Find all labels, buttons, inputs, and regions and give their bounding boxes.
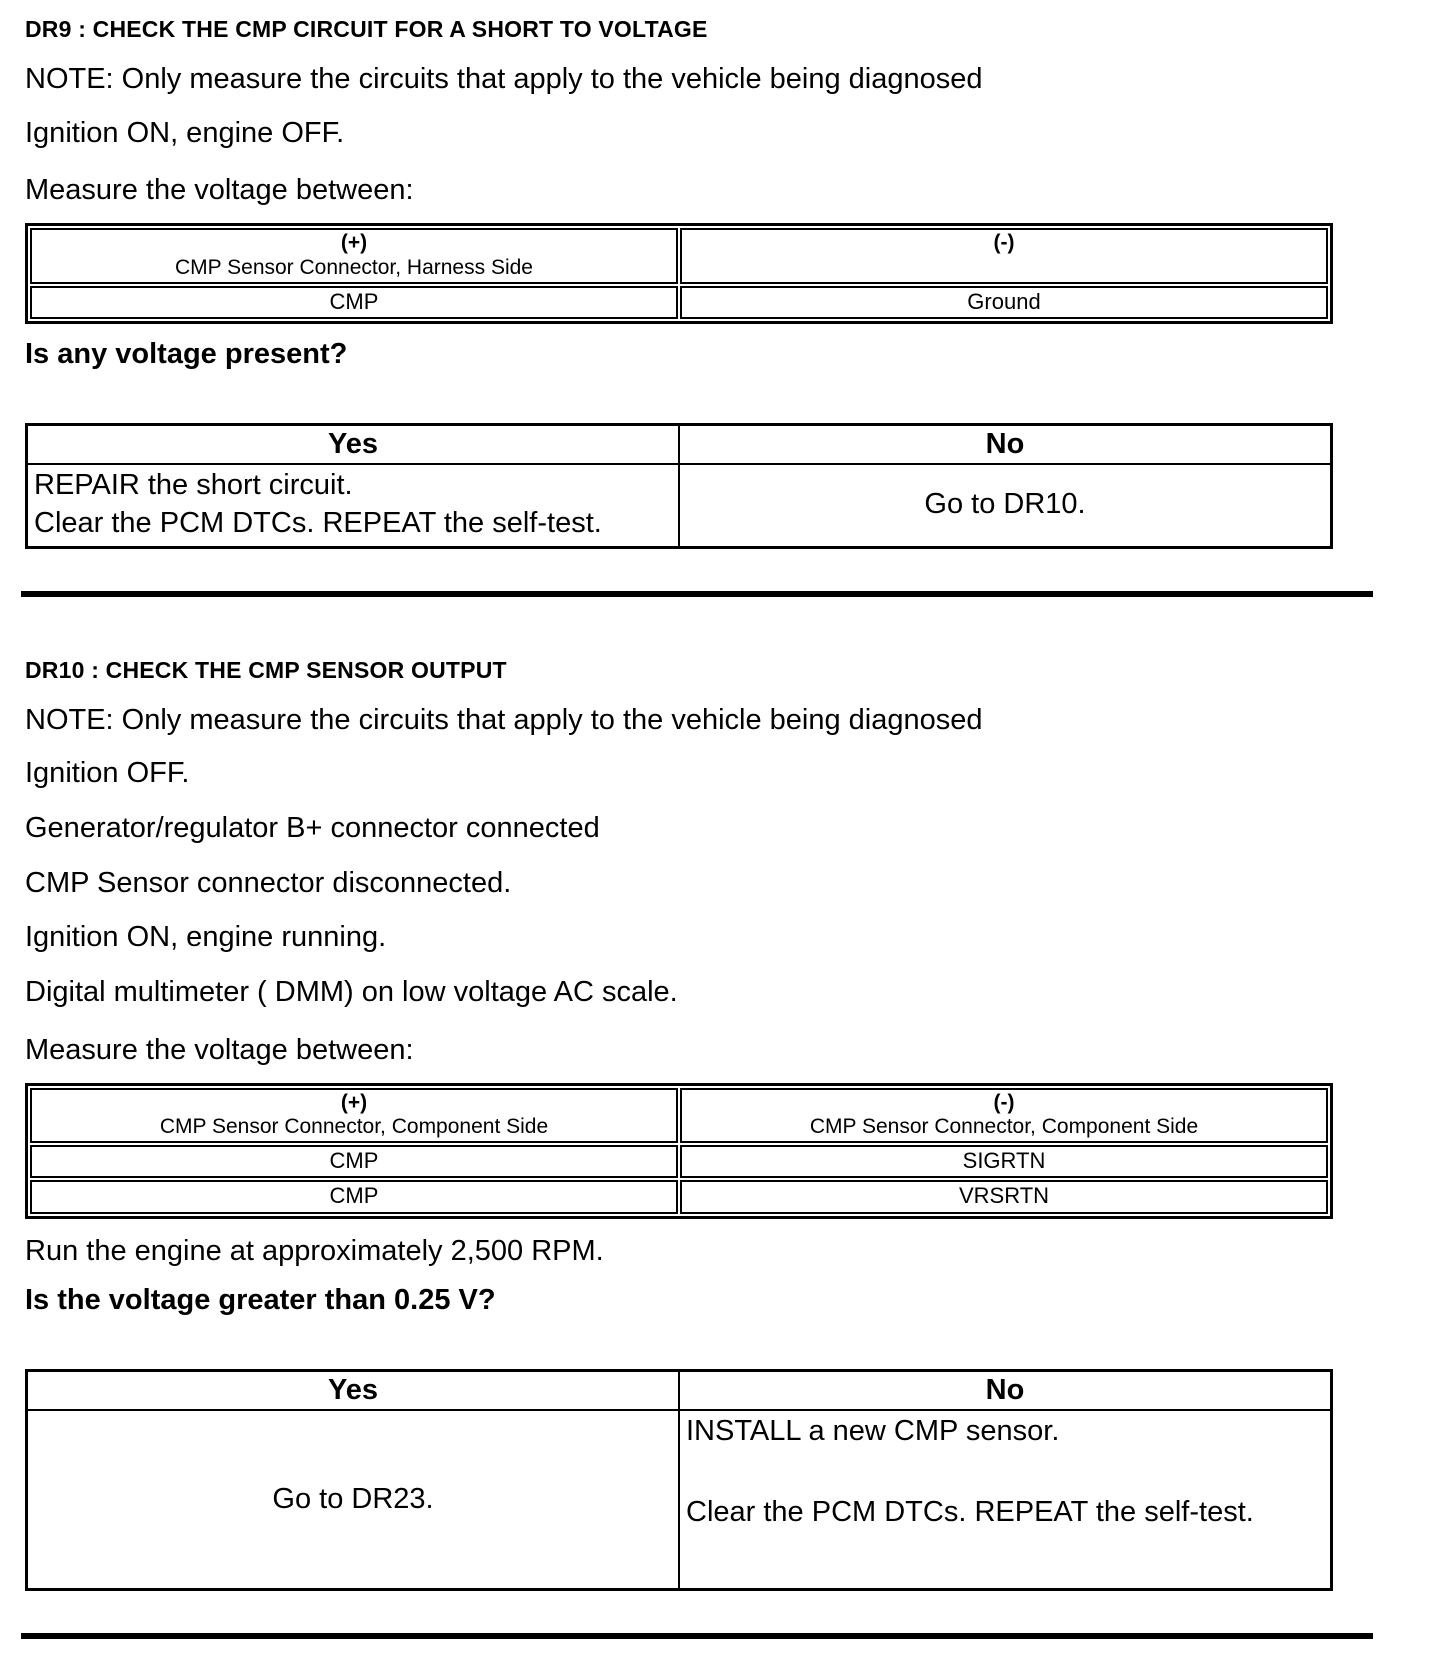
yes-action-line: REPAIR the short circuit. [34, 469, 353, 502]
table-row [30, 1145, 1328, 1178]
dr9-decision-table [25, 423, 1333, 549]
table-header-row [30, 228, 1328, 283]
plus-pin-cell: CMP [30, 286, 678, 319]
no-action-cell [679, 464, 1332, 547]
section-dr9-title: DR9 : CHECK THE CMP CIRCUIT FOR A SHORT TO VOLTAGE [25, 16, 708, 42]
yes-action-cell [27, 1410, 680, 1589]
no-header: No [679, 425, 1332, 465]
section-dr10-step-2: Generator/regulator B+ connector connected [25, 811, 600, 844]
no-action-cell [679, 1410, 1332, 1589]
minus-pin-cell: SIGRTN [680, 1145, 1328, 1178]
minus-pin-cell: Ground [680, 286, 1328, 319]
section-dr9-step-1: Ignition ON, engine OFF. [25, 116, 345, 149]
section-divider [21, 591, 1373, 597]
yes-action-cell [27, 464, 680, 547]
section-dr10-step-1: Ignition OFF. [25, 757, 190, 790]
no-action-line: Go to DR10. [924, 488, 1086, 521]
minus-pin-cell: VRSRTN [680, 1180, 1328, 1213]
plus-header-cell [30, 1088, 678, 1143]
table-row [30, 286, 1328, 319]
plus-header-cell [30, 228, 678, 283]
section-dr9 [25, 16, 1410, 597]
section-dr10-step-3: CMP Sensor connector disconnected. [25, 866, 512, 899]
plus-subheader: CMP Sensor Connector, Harness Side [175, 255, 533, 279]
yes-action-line: Clear the PCM DTCs. REPEAT the self-test. [34, 507, 602, 540]
no-action-line: Clear the PCM DTCs. REPEAT the self-test. [686, 1495, 1254, 1528]
section-dr10 [25, 657, 1410, 1639]
minus-subheader: CMP Sensor Connector, Component Side [809, 1114, 1199, 1138]
decision-header-row [27, 1371, 1332, 1411]
plus-pin-cell: CMP [30, 1145, 678, 1178]
minus-header-cell [680, 1088, 1328, 1143]
plus-symbol: (+) [340, 231, 368, 255]
section-dr9-question: Is any voltage present? [25, 338, 348, 371]
yes-action-line: Go to DR23. [272, 1482, 434, 1515]
section-dr9-note: NOTE: Only measure the circuits that apply to the vehicle being diagnosed [25, 63, 983, 95]
dr10-decision-table [25, 1369, 1333, 1591]
decision-header-row [27, 425, 1332, 465]
no-action-line: INSTALL a new CMP sensor. [686, 1415, 1060, 1448]
no-header: No [679, 1371, 1332, 1411]
section-dr10-post-table-text: Run the engine at approximately 2,500 RPM. [25, 1234, 604, 1267]
section-dr9-measure-intro: Measure the voltage between: [25, 174, 414, 207]
dr9-measure-table [25, 223, 1333, 324]
plus-symbol: (+) [340, 1090, 368, 1114]
plus-pin-cell: CMP [30, 1180, 678, 1213]
decision-body-row [27, 464, 1332, 547]
section-dr10-step-4: Ignition ON, engine running. [25, 921, 387, 954]
section-dr10-question: Is the voltage greater than 0.25 V? [25, 1284, 496, 1317]
plus-subheader: CMP Sensor Connector, Component Side [159, 1114, 549, 1138]
minus-symbol: (-) [993, 1090, 1015, 1114]
yes-header: Yes [27, 425, 680, 465]
section-dr10-step-5: Digital multimeter ( DMM) on low voltage AC scale. [25, 975, 678, 1008]
table-row [30, 1180, 1328, 1213]
minus-header-cell [680, 228, 1328, 283]
decision-body-row [27, 1410, 1332, 1589]
section-dr10-title: DR10 : CHECK THE CMP SENSOR OUTPUT [25, 656, 507, 683]
section-dr10-measure-intro: Measure the voltage between: [25, 1033, 414, 1066]
yes-header: Yes [27, 1371, 680, 1411]
dr10-measure-table [25, 1083, 1333, 1219]
minus-symbol: (-) [993, 231, 1015, 255]
section-dr10-note: NOTE: Only measure the circuits that apply to the vehicle being diagnosed [25, 703, 983, 736]
table-header-row [30, 1088, 1328, 1143]
